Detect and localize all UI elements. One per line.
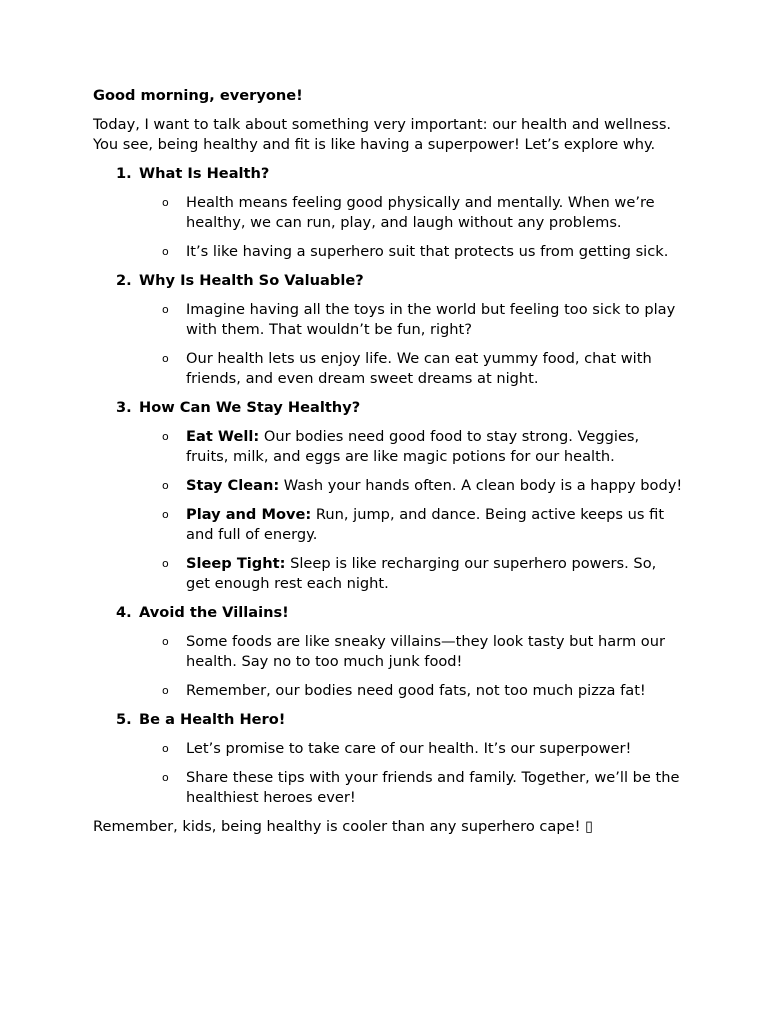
section [93,710,683,808]
circle-bullet-icon: o [162,430,169,443]
section-number: 5. [116,711,132,728]
section [93,603,683,701]
bullet-lead: Stay Clean: [186,477,280,494]
circle-bullet-icon: o [162,245,169,258]
circle-bullet-icon: o [162,479,169,492]
bullet-item [93,349,683,389]
section [93,164,683,262]
bullet-text: Imagine having all the toys in the world but feeling too sick to play with them. That wouldn’t be fun, right? [186,301,676,338]
circle-bullet-icon: o [162,684,169,697]
circle-bullet-icon: o [162,508,169,521]
bullet-lead: Eat Well: [186,428,260,445]
bullet-item [93,632,683,672]
section-heading [93,271,683,291]
bullet-lead: Play and Move: [186,506,312,523]
bullet-text: Sleep is like recharging our superhero powers. So, get enough rest each night. [186,555,657,592]
section-title: Avoid the Villains! [139,604,289,621]
circle-bullet-icon: o [162,557,169,570]
circle-bullet-icon: o [162,196,169,209]
section-title: How Can We Stay Healthy? [139,399,361,416]
bullet-list [93,739,683,808]
bullet-item [93,193,683,233]
section-title: Why Is Health So Valuable? [139,272,364,289]
section-number: 1. [116,165,132,182]
bullet-item [93,242,683,262]
closing-paragraph: Remember, kids, being healthy is cooler than any superhero cape! ▯ [93,818,594,835]
bullet-text: Our bodies need good food to stay strong. Veggies, fruits, milk, and eggs are like magic potions for our health. [186,428,640,465]
bullet-item [93,505,683,545]
section [93,398,683,594]
bullet-item [93,681,683,701]
section-heading [93,710,683,730]
bullet-text: Wash your hands often. A clean body is a happy body! [279,477,683,494]
bullet-item [93,768,683,808]
sections-list [93,164,683,808]
bullet-item [93,476,683,496]
bullet-text: It’s like having a superhero suit that protects us from getting sick. [186,243,669,260]
section-heading [93,398,683,418]
bullet-list [93,300,683,389]
circle-bullet-icon: o [162,771,169,784]
greeting-heading: Good morning, everyone! [93,87,303,104]
circle-bullet-icon: o [162,303,169,316]
bullet-item [93,554,683,594]
bullet-text: Health means feeling good physically and mentally. When we’re healthy, we can run, play, and laugh without any problems. [186,194,655,231]
bullet-text: Our health lets us enjoy life. We can eat yummy food, chat with friends, and even dream sweet dreams at night. [186,350,652,387]
bullet-list [93,427,683,594]
bullet-lead: Sleep Tight: [186,555,286,572]
section-number: 3. [116,399,132,416]
section-title: What Is Health? [139,165,270,182]
bullet-text: Run, jump, and dance. Being active keeps us fit and full of energy. [186,506,665,543]
section-title: Be a Health Hero! [139,711,286,728]
document-page [93,86,683,837]
circle-bullet-icon: o [162,742,169,755]
bullet-text: Share these tips with your friends and family. Together, we’ll be the healthiest heroes ever! [186,769,680,806]
bullet-text: Remember, our bodies need good fats, not too much pizza fat! [186,682,646,699]
circle-bullet-icon: o [162,635,169,648]
section-number: 4. [116,604,132,621]
intro-paragraph: Today, I want to talk about something very important: our health and wellness. You see, being healthy and fit is like having a superpower! Let’s explore why. [93,116,672,153]
section-number: 2. [116,272,132,289]
circle-bullet-icon: o [162,352,169,365]
section-heading [93,603,683,623]
bullet-text: Let’s promise to take care of our health. It’s our superpower! [186,740,632,757]
section-heading [93,164,683,184]
bullet-item [93,427,683,467]
bullet-list [93,632,683,701]
bullet-list [93,193,683,262]
section [93,271,683,389]
bullet-item [93,300,683,340]
bullet-text: Some foods are like sneaky villains—they look tasty but harm our health. Say no to too much junk food! [186,633,665,670]
bullet-item [93,739,683,759]
